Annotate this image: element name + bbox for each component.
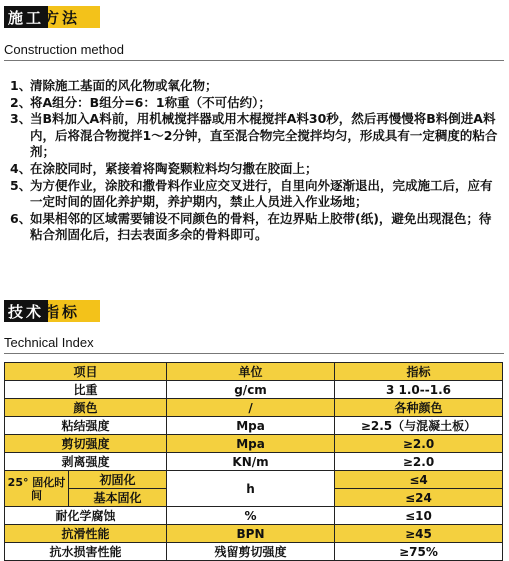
- construction-section-header: [4, 6, 100, 28]
- curing-basic-label: 基本固化: [69, 489, 167, 507]
- step-6: 6、 如果相邻的区域需要铺设不同颜色的骨料，在边界贴上胶带(纸)，避免出现混色；待粘合剂固化后，扫去表面多余的骨料即可。: [10, 210, 492, 243]
- step-4: 4、 在涂胶同时，紧接着将陶瓷颗粒料均匀撒在胶面上；: [10, 160, 318, 176]
- construction-subtitle: Construction method: [4, 42, 124, 57]
- construction-divider: [4, 60, 504, 61]
- header-item: 项目: [5, 363, 167, 381]
- technical-subtitle: Technical Index: [4, 335, 94, 350]
- step-5: 5、 为方便作业，涂胶和撒骨料作业应交叉进行，自里向外逐渐退出，完成施工后，应有一定时间的固化养护期，养护期内，禁止人员进入作业场地；: [10, 177, 493, 210]
- construction-steps: [10, 78, 502, 244]
- curing-label: 25° 固化时间: [5, 471, 69, 507]
- table-row: 剪切强度 Mpa ≥2.0: [5, 435, 503, 453]
- table-header-row: [5, 363, 503, 381]
- last-row-value: ≥75%: [335, 543, 503, 561]
- step-1: 1、 清除施工基面的风化物或氧化物；: [10, 78, 218, 93]
- step-3: 3、 当B料加入A料前，用机械搅拌器或用木棍搅拌A料30秒，然后再慢慢将B料倒进A料内，后将混合物搅拌1～2分钟，直至混合物完全搅拌均匀，形成具有一定稠度的粘合剂；: [10, 111, 498, 160]
- technical-title-dark: 技术: [8, 302, 45, 321]
- technical-divider: [4, 353, 504, 354]
- technical-index-table: [4, 362, 503, 561]
- last-row-unit: 残留剪切强度: [167, 543, 335, 561]
- technical-title-light: 指标: [44, 302, 81, 321]
- table-row: 抗滑性能 BPN ≥45: [5, 525, 503, 543]
- table-row: 耐化学腐蚀 % ≤10: [5, 507, 503, 525]
- construction-title-dark: 施工: [8, 8, 45, 27]
- header-unit: 单位: [167, 363, 335, 381]
- step-2: 2、 将A组分：B组分=6：1称重（不可估约）；: [10, 94, 271, 110]
- curing-initial-value: ≤4: [335, 471, 503, 489]
- table-row: 粘结强度 Mpa ≥2.5（与混凝土板）: [5, 417, 503, 435]
- curing-initial-label: 初固化: [69, 471, 167, 489]
- curing-unit: h: [167, 471, 335, 507]
- technical-section-header: [4, 300, 100, 322]
- table-row: 比重 g/cm 3 1.0--1.6: [5, 381, 503, 399]
- table-row: 剥离强度 KN/m ≥2.0: [5, 453, 503, 471]
- table-row: 颜色 / 各种颜色: [5, 399, 503, 417]
- construction-title-light: 方法: [44, 8, 81, 27]
- curing-basic-value: ≤24: [335, 489, 503, 507]
- header-index: 指标: [335, 363, 503, 381]
- curing-row-initial: [5, 471, 503, 489]
- table-row: [5, 543, 503, 561]
- last-row-item: 抗水损害性能: [5, 543, 167, 561]
